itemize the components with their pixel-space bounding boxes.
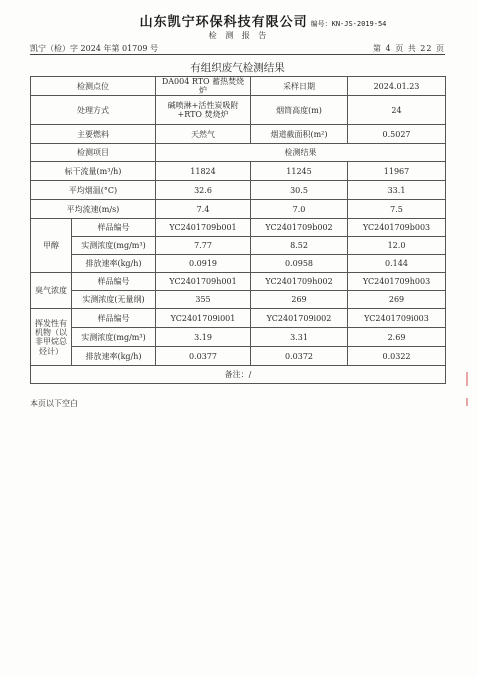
vocs-rate-value: 0.0372 — [251, 347, 348, 366]
methanol-sample-id: YC2401709b002 — [251, 219, 348, 237]
vocs-conc-label: 实测浓度(mg/m³) — [72, 328, 156, 347]
methanol-sample-id: YC2401709b001 — [156, 219, 251, 237]
area-label: 烟道截面积(m²) — [251, 125, 348, 144]
velocity-label: 平均流速(m/s) — [31, 200, 156, 219]
odor-sample-id: YC2401709h003 — [348, 273, 446, 291]
temp-label: 平均烟温(°C) — [31, 181, 156, 200]
table-row — [31, 291, 446, 309]
table-row — [31, 181, 446, 200]
vocs-label: 挥发性有机物（以非甲烷总烃计） — [31, 309, 72, 366]
vocs-rate-value: 0.0377 — [156, 347, 251, 366]
table-row — [31, 309, 446, 328]
height-label: 烟筒高度(m) — [251, 96, 348, 125]
table-row — [31, 219, 446, 237]
vocs-conc-value: 2.69 — [348, 328, 446, 347]
temp-value: 33.1 — [348, 181, 446, 200]
table-row — [31, 237, 446, 255]
odor-sample-label: 样品编号 — [72, 273, 156, 291]
report-title: 检 测 报 告 — [208, 31, 270, 40]
report-number: 凯宁（检）字 2024 年第 01709 号 — [30, 44, 158, 53]
edge-seal-mark — [466, 372, 468, 386]
table-row — [31, 125, 446, 144]
methanol-conc-label: 实测浓度(mg/m³) — [72, 237, 156, 255]
vocs-sample-label: 样品编号 — [72, 309, 156, 328]
table-row — [31, 77, 446, 96]
velocity-value: 7.0 — [251, 200, 348, 219]
flow-value: 11245 — [251, 162, 348, 181]
point-label: 检测点位 — [31, 77, 156, 96]
methanol-rate-value: 0.144 — [348, 255, 446, 273]
company-name: 山东凯宁环保科技有限公司 — [139, 15, 308, 30]
temp-value: 32.6 — [156, 181, 251, 200]
methanol-label: 甲醇 — [31, 219, 72, 273]
odor-sample-id: YC2401709h001 — [156, 273, 251, 291]
vocs-conc-value: 3.31 — [251, 328, 348, 347]
odor-label: 臭气浓度 — [31, 273, 72, 309]
odor-conc-value: 355 — [156, 291, 251, 309]
methanol-conc-value: 8.52 — [251, 237, 348, 255]
table-row — [31, 347, 446, 366]
date-label: 采样日期 — [251, 77, 348, 96]
methanol-rate-value: 0.0919 — [156, 255, 251, 273]
page-number: 第 4 页 共 22 页 — [373, 44, 445, 53]
vocs-sample-id: YC2401709i002 — [251, 309, 348, 328]
vocs-sample-id: YC2401709i003 — [348, 309, 446, 328]
table-row — [31, 96, 446, 125]
flow-value: 11824 — [156, 162, 251, 181]
point-value: DA004 RTO 蓄热焚烧炉 — [156, 77, 251, 96]
edge-seal-mark — [466, 398, 468, 406]
flow-value: 11967 — [348, 162, 446, 181]
methanol-sample-id: YC2401709b003 — [348, 219, 446, 237]
methanol-conc-value: 7.77 — [156, 237, 251, 255]
document-code: 编号：KN-JS-2019-54 — [310, 20, 387, 28]
area-value: 0.5027 — [348, 125, 446, 144]
methanol-rate-label: 排放速率(kg/h) — [72, 255, 156, 273]
table-row — [31, 273, 446, 291]
report-header — [0, 11, 478, 30]
methanol-rate-value: 0.0958 — [251, 255, 348, 273]
velocity-value: 7.5 — [348, 200, 446, 219]
vocs-rate-value: 0.0322 — [348, 347, 446, 366]
fuel-label: 主要燃料 — [31, 125, 156, 144]
table-row — [31, 200, 446, 219]
methanol-conc-value: 12.0 — [348, 237, 446, 255]
height-value: 24 — [348, 96, 446, 125]
header-rule — [30, 54, 445, 55]
results-table — [30, 76, 446, 384]
date-value: 2024.01.23 — [348, 77, 446, 96]
vocs-sample-id: YC2401709i001 — [156, 309, 251, 328]
odor-conc-label: 实测浓度(无量纲) — [72, 291, 156, 309]
odor-conc-value: 269 — [251, 291, 348, 309]
reference-line — [30, 43, 445, 54]
vocs-rate-label: 排放速率(kg/h) — [72, 347, 156, 366]
result-header: 检测结果 — [156, 144, 446, 162]
temp-value: 30.5 — [251, 181, 348, 200]
blank-below-note: 本页以下空白 — [30, 399, 78, 408]
process-label: 处理方式 — [31, 96, 156, 125]
odor-sample-id: YC2401709h002 — [251, 273, 348, 291]
table-row — [31, 255, 446, 273]
table-row — [31, 366, 446, 384]
vocs-conc-value: 3.19 — [156, 328, 251, 347]
item-header: 检测项目 — [31, 144, 156, 162]
remark: 备注：/ — [31, 366, 446, 384]
fuel-value: 天然气 — [156, 125, 251, 144]
methanol-sample-label: 样品编号 — [72, 219, 156, 237]
odor-conc-value: 269 — [348, 291, 446, 309]
velocity-value: 7.4 — [156, 200, 251, 219]
table-title: 有组织废气检测结果 — [190, 62, 285, 74]
table-row — [31, 328, 446, 347]
table-row — [31, 162, 446, 181]
process-value: 碱喷淋+活性炭吸附+RTO 焚烧炉 — [156, 96, 251, 125]
table-row — [31, 144, 446, 162]
flow-label: 标干流量(m³/h) — [31, 162, 156, 181]
